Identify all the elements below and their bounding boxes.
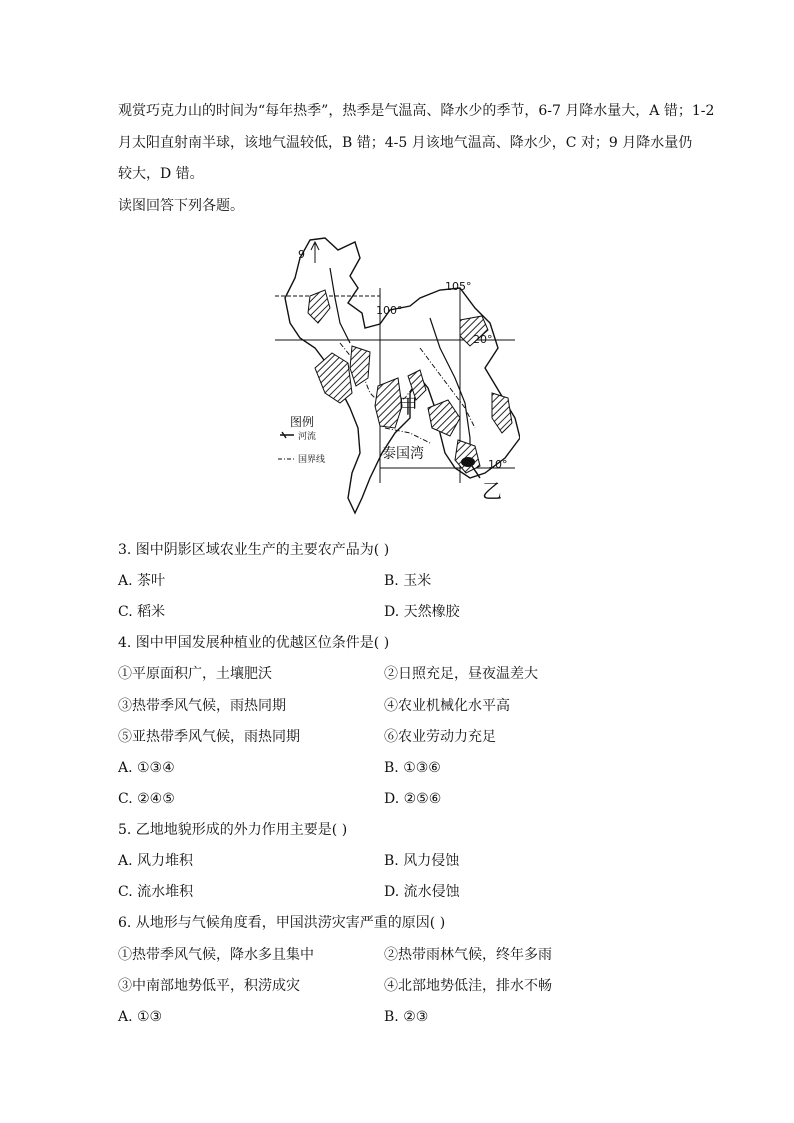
legend-title: 图例 <box>290 415 315 429</box>
q6-option-a[interactable]: A. ①③ <box>118 1009 163 1025</box>
lat-label-20: 20° <box>473 333 493 346</box>
southeast-asia-map <box>270 228 520 518</box>
gulf-label: 泰国湾 <box>382 446 424 462</box>
q4-item-2: ②日照充足，昼夜温差大 <box>384 666 538 682</box>
q4-option-a[interactable]: A. ①③④ <box>118 760 175 776</box>
lat-label-10: 10° <box>488 458 508 471</box>
q4-item-4: ④农业机械化水平高 <box>384 698 510 714</box>
lat-label-top: 9 <box>298 248 305 261</box>
q5-option-c[interactable]: C. 流水堆积 <box>118 884 194 900</box>
q6-item-1: ①热带季风气候，降水多且集中 <box>118 947 314 963</box>
question-6-stem: 6. 从地形与气候角度看，甲国洪涝灾害严重的原因( ) <box>118 915 446 931</box>
explanation-line-3: 较大，D 错。 <box>118 166 204 182</box>
q3-option-c[interactable]: C. 稻米 <box>118 604 166 620</box>
q4-item-3: ③热带季风气候，雨热同期 <box>118 698 286 714</box>
q5-option-b[interactable]: B. 风力侵蚀 <box>384 853 460 869</box>
question-5-stem: 5. 乙地地貌形成的外力作用主要是( ) <box>118 822 348 838</box>
q3-option-a[interactable]: A. 茶叶 <box>118 573 166 589</box>
q6-item-3: ③中南部地势低平，积涝成灾 <box>118 978 300 994</box>
legend-river: 河流 <box>298 432 317 442</box>
lon-label-100: 100° <box>376 304 403 317</box>
q3-option-b[interactable]: B. 玉米 <box>384 573 432 589</box>
legend-border: 国界线 <box>298 455 326 465</box>
hatched-region <box>308 290 330 323</box>
explanation-line-1: 观赏巧克力山的时间为“每年热季”，热季是气温高、降水少的季节，6-7 月降水量大，A 错；1-2 <box>118 103 715 119</box>
q4-item-1: ①平原面积广，土壤肥沃 <box>118 666 272 682</box>
north-arrow-icon <box>311 242 319 263</box>
q4-item-6: ⑥农业劳动力充足 <box>384 729 496 745</box>
q4-option-b[interactable]: B. ①③⑥ <box>384 760 441 776</box>
q4-option-c[interactable]: C. ②④⑤ <box>118 791 175 807</box>
q4-item-5: ⑤亚热带季风气候，雨热同期 <box>118 729 300 745</box>
hatched-region <box>492 393 512 433</box>
explanation-line-2: 月太阳直射南半球，该地气温较低，B 错；4-5 月该地气温高、降水少，C 对；9 月降水量仍 <box>118 135 693 151</box>
delta-marker <box>461 457 475 467</box>
q6-item-4: ④北部地势低洼，排水不畅 <box>384 978 552 994</box>
hatched-region <box>315 353 352 403</box>
label-jia: 甲 <box>398 394 418 418</box>
q6-option-b[interactable]: B. ②③ <box>384 1009 429 1025</box>
q6-item-2: ②热带雨林气候，终年多雨 <box>384 947 552 963</box>
lon-label-105: 105° <box>445 280 472 293</box>
hatched-region <box>428 400 460 436</box>
q5-option-d[interactable]: D. 流水侵蚀 <box>384 884 460 900</box>
hatched-region <box>350 346 370 386</box>
label-yi: 乙 <box>482 479 502 503</box>
q4-option-d[interactable]: D. ②⑤⑥ <box>384 791 442 807</box>
instruction-line: 读图回答下列各题。 <box>118 198 244 214</box>
river-legend-icon <box>280 432 294 438</box>
q5-option-a[interactable]: A. 风力堆积 <box>118 853 194 869</box>
q3-option-d[interactable]: D. 天然橡胶 <box>384 604 460 620</box>
question-4-stem: 4. 图中甲国发展种植业的优越区位条件是( ) <box>118 635 390 651</box>
question-3-stem: 3. 图中阴影区域农业生产的主要农产品为( ) <box>118 542 390 558</box>
